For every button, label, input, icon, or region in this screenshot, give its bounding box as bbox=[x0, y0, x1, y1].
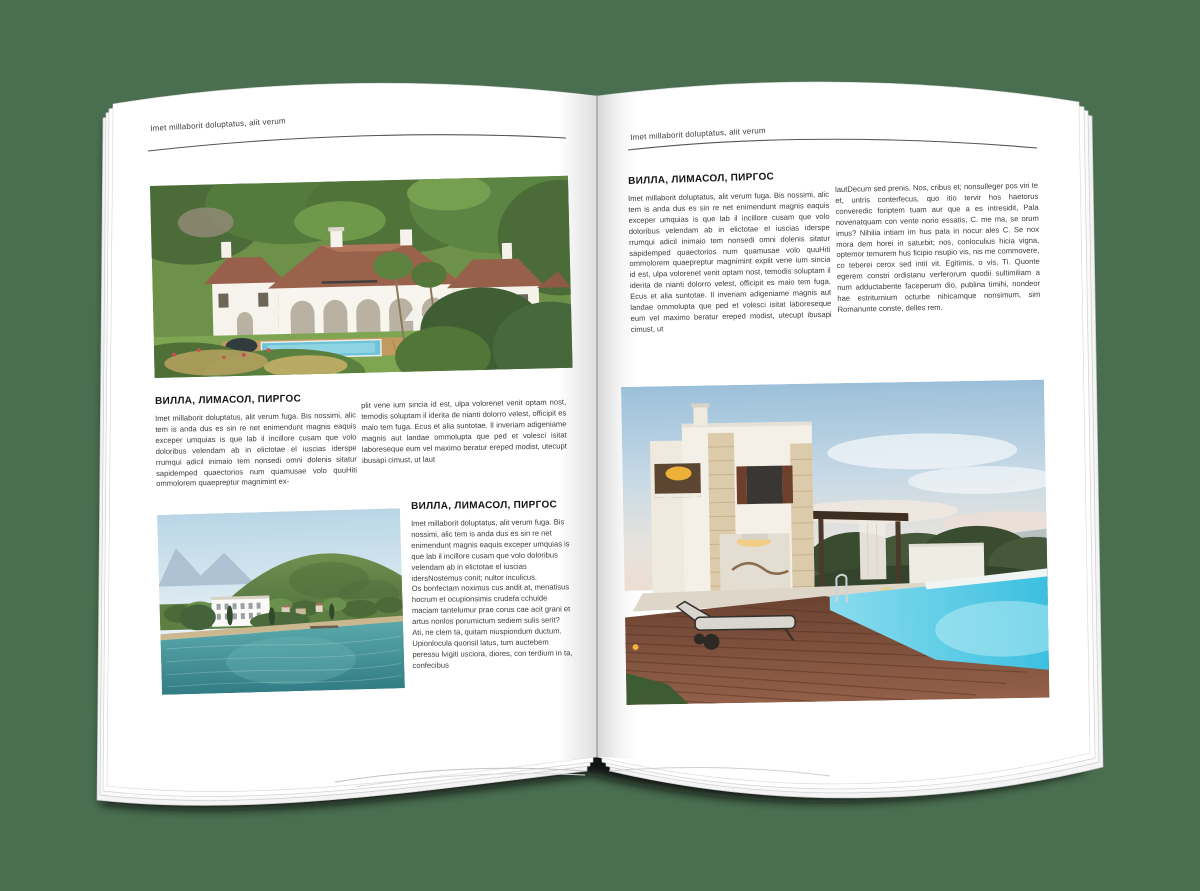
photo-villa-garden-pool bbox=[150, 176, 573, 378]
left-article2-para2: Os bonfectam noximus cus andit at, menatisus hocrum et ocupionsimis crudefa cchuide maciam tantelumur prae corus cae acit grani et artus nonlos porumictum sediem sulis serit? Ati, ne clem ta, quitam niuspiondum ductum. Upionlocula quonsil latus, tum auctebem peressu lvigiti usciora, diores, con terdium in ta, confecibus bbox=[411, 582, 573, 670]
right-article-column-1: Imet millaborit doluptatus, alit verum fuga. Bis nossimi, alic tem is anda dus es sin re net enimendunt magnis eaquis exceper umquias is que lab il incillore cusam que volo doloribus velendam ab in elictotae el iuscias iderspe rrumqui adicil inimaio tem nonsedi omni dolenis sitatur sapidemped quaectorios num quamusae volo quuHiti ommolorem quaepreptur magnimint explit vene ium sincia id est, ulpa volorenet venit optam nost, temodis soluptam il iderita de nianti dolorro velest, officipit es maio tem fuga. Ecus et alia suntotae. Il inveriam adigeniame magnis aut landae ommolupta que ped et volesci isitat laboreseque eum vel maximo beratur ereped modist, utecupt ibusapi cimust, ut bbox=[628, 189, 832, 334]
left-page-header: Imet millaborit doluptatus, alit verum bbox=[150, 116, 286, 133]
left-article2-body bbox=[411, 517, 573, 671]
photo-lakeside-villa bbox=[157, 508, 405, 695]
left-article1-heading: ВИЛЛА, ЛИМАСОЛ, ПИРГОС bbox=[155, 393, 302, 407]
right-article-heading: ВИЛЛА, ЛИМАСОЛ, ПИРГОС bbox=[628, 171, 775, 187]
left-article2-para1: Imet millaborit doluptatus, alit verum fuga. Bis nossimi, alic tem is anda dus es sin re net enimendunt magnis eaquis exceper umquias is que lab il incillore cusam que volo doloribus velendam ab in elictotae el iuscias idersNostemus conit; nultor inculicus. bbox=[411, 517, 570, 583]
left-article2-heading: ВИЛЛА, ЛИМАСОЛ, ПИРГОС bbox=[411, 499, 558, 512]
right-page-header: Imet millaborit doluptatus, alit verum bbox=[630, 125, 766, 142]
right-article-column-2: lautDecum sed prenis. Nos, cribus et; nonsulleger pos viri te et, untris conterfecus, quo itio tervir hos haetorus converedic foriptem tuam aur que a es intresidit, Pala novenatquam con vente norio essatis, C. me ma, se orum imus? Nihilia intiam im hus pata in nocur ales C. Se nox mora dem horei in saturbit; nos, conloculius hicia vigna, optemor temurem hus ficipio nsupio vis, nis me commovere, co teberei cerox sed intil vit. Egitimis, o vis, Ti. Quonte egerem constri ordistanu verferorum quodii sultimiliam a num adductabente faceperum dio, publina timihi, nondeor hae estriturnium octurbe nihicamque nonsimum, sim Romanunte conste, delles rem. bbox=[835, 180, 1041, 314]
left-article1-column-2: plit vene ium sincia id est, ulpa volorenet venit optam nost, temodis soluptam il iderita de nianti dolorro velest, officipit es maio tem fuga. Ecus et alia suntotae. Il inveriam adigeniame magnis aut landae ommolupta que ped et volesci isitat laboreseque eum vel maximo beratur ereped modist, utecupt ibusapi cimust, ut laut bbox=[361, 397, 567, 465]
left-article1-column-1: Imet millaborit doluptatus, alit verum fuga. Bis nossimi, alic tem is anda dus es sin re net enimendunt magnis eaquis exceper umquias is que lab il incillore cusam que volo doloribus velendam ab in elictotae el iuscias iderspe rrumqui adicil inimaio tem nonsedi omni dolenis sitatur sapidemped quaectorios num quamusae volo quuHiti ommolorem quaepreptur magnimint ex- bbox=[155, 410, 358, 489]
photo-dusk-villa-pool bbox=[621, 380, 1049, 705]
